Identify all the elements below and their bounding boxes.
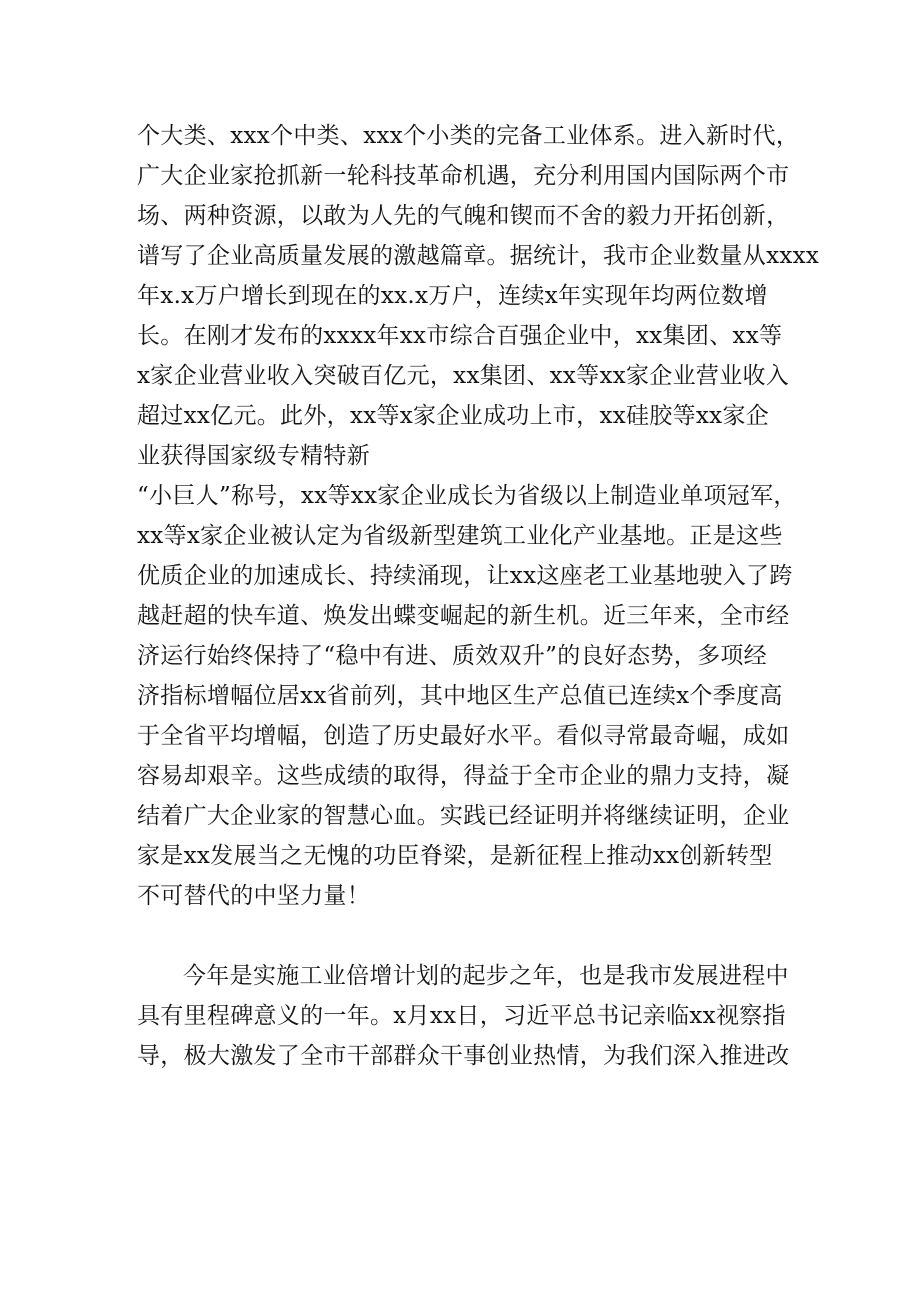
- text-line: 于全省平均增幅，创造了历史最好水平。看似寻常最奇崛，成如: [137, 723, 790, 749]
- text-line: 今年是实施工业倍增计划的起步之年，也是我市发展进程中: [183, 963, 789, 989]
- text-line: 不可替代的中坚力量！: [137, 883, 370, 909]
- text-line: 济运行始终保持了“稳中有进、质效双升”的良好态势，多项经: [137, 643, 767, 669]
- text-line: 具有里程碑意义的一年。x月xx日，习近平总书记亲临xx视察指: [137, 1003, 786, 1029]
- body-text: [137, 116, 820, 1076]
- text-line: 导，极大激发了全市干部群众干事创业热情，为我们深入推进改: [137, 1043, 790, 1069]
- text-line: 年x.x万户增长到现在的xx.x万户，连续x年实现年均两位数增: [137, 283, 768, 309]
- text-line: 谱写了企业高质量发展的激越篇章。据统计，我市企业数量从xxxx: [137, 243, 820, 269]
- text-line: 场、两种资源，以敢为人先的气魄和锲而不舍的毅力开拓创新，: [137, 203, 790, 229]
- text-line: 容易却艰辛。这些成绩的取得，得益于全市企业的鼎力支持，凝: [137, 763, 790, 789]
- paragraph-gap: [137, 916, 797, 956]
- text-line: 家是xx发展当之无愧的功臣脊梁，是新征程上推动xx创新转型: [137, 843, 773, 869]
- text-line: 优质企业的加速成长、持续涌现，让xx这座老工业基地驶入了跨: [137, 563, 793, 589]
- text-line: 长。在刚才发布的xxxx年xx市综合百强企业中，xx集团、xx等: [137, 323, 783, 349]
- text-line: x家企业营业收入突破百亿元，xx集团、xx等xx家企业营业收入: [137, 363, 790, 389]
- text-line: “小巨人”称号，xx等xx家企业成长为省级以上制造业单项冠军，: [137, 483, 797, 509]
- text-line: 结着广大企业家的智慧心血。实践已经证明并将继续证明，企业: [137, 803, 790, 829]
- text-line: 个大类、xxx个中类、xxx个小类的完备工业体系。进入新时代，: [137, 123, 800, 149]
- text-line: xx等x家企业被认定为省级新型建筑工业化产业基地。正是这些: [137, 523, 783, 549]
- text-line: 业获得国家级专精特新: [137, 443, 370, 469]
- text-line: 越赶超的快车道、焕发出蝶变崛起的新生机。近三年来，全市经: [137, 603, 790, 629]
- text-line: 超过xx亿元。此外，xx等x家企业成功上市，xx硅胶等xx家企: [137, 403, 770, 429]
- text-line: 广大企业家抢抓新一轮科技革命机遇，充分利用国内国际两个市: [137, 163, 790, 189]
- text-line: 济指标增幅位居xx省前列，其中地区生产总值已连续x个季度高: [137, 683, 783, 709]
